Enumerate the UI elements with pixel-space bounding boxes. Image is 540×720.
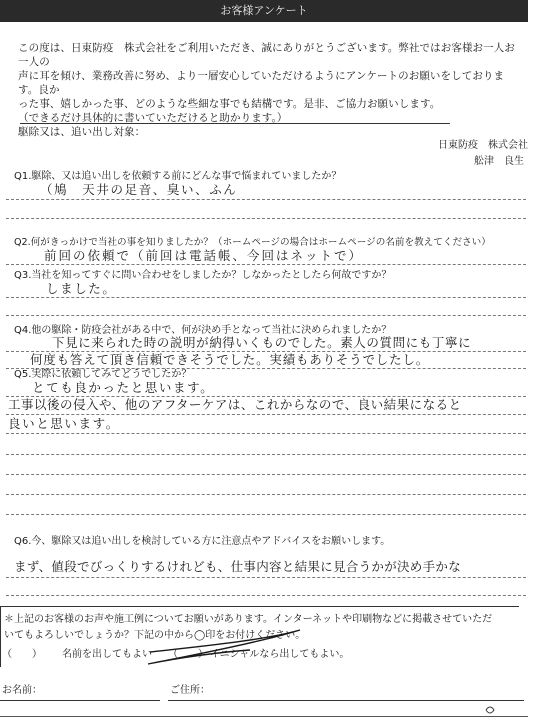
page-bottom-rule [0,716,528,717]
answer-line [6,264,526,265]
answer-line [6,514,526,515]
answer-4-line1: 下見に来られた時の説明が納得いくものでした。素人の質問にも丁寧に [52,335,472,350]
answer-6: まず、値段でびっくりするけれども、仕事内容と結果に見合うかが決め手かな [14,559,462,574]
address-field-line[interactable] [168,700,524,701]
answer-line [6,414,526,415]
question-4: Q4.他の駆除・防疫会社がある中で、何が決め手となって当社に決められましたか？ [14,325,392,336]
answer-line [6,297,526,298]
target-label: 駆除又は、追い出し対象： [18,126,146,138]
signer-name: 舩津 良生 [474,156,524,167]
intro-note: （できるだけ具体的に書いていただけると助かります。） [18,112,288,124]
form-title-bar [0,0,528,22]
answer-5-line3: 良いと思います。 [8,416,120,431]
intro-line: 声に耳を傾け、業務改善に努め、より一層安心していただけるようにアンケートのお願いをしております。良か [18,70,505,96]
target-underline [20,123,450,124]
answer-4-line2: 何度も答えて頂き信頼できそうでした。実績もありそうでしたし。 [30,352,430,367]
answer-line [6,595,526,596]
corner-mark [486,707,494,713]
answer-line [6,454,526,455]
company-signature: 日東防疫 株式会社 [438,140,528,151]
answer-line [6,199,526,200]
option-name-checkbox[interactable]: （ ） [2,649,42,660]
question-2: Q2.何がきっかけで当社の事を知りましたか？（ホームページの場合はホームページの名前を教えてください） [14,237,491,248]
name-label: お名前： [2,685,42,696]
option-initials-checkbox[interactable]: （ ） [168,649,208,660]
consent-request-line: いてもよろしいでしょうか？下記の中から◯印をお付けください。 [4,630,306,641]
question-3: Q3.当社を知ってすぐに問い合わせをしましたか？しなかったとしたら何故ですか？ [14,270,392,281]
intro-line: この度は、日東防疫 株式会社をご利用いただき、誠にありがとうございます。弊社ではお客様お一人お一人の [18,42,515,68]
option-initials-label: イニシャルなら出してもよい。 [210,649,350,660]
option-name-label: 名前を出してもよい [62,649,152,660]
answer-3: しました。 [46,281,117,296]
answer-line [6,494,526,495]
question-5: Q5.実際に依頼してみてどうでしたか？ [14,369,192,380]
answer-line [6,577,526,578]
question-6: Q6.今、駆除又は追い出しを検討している方に注意点やアドバイスをお願いします。 [14,536,391,547]
answer-1: （鳩 天井の足音、臭い、ふん [40,182,238,197]
intro-line: った事、嬉しかった事、どのような些細な事でも結構です。是非、ご協力お願いします。 [18,98,441,110]
answer-5-line2: 工事以後の侵入や、他のアフターケアは、これからなので、良い結果になると [8,397,462,412]
form-title: お客様アンケート [220,4,308,17]
answer-line [6,218,526,219]
consent-request-line: ＊上記のお客様のお声や施工例についてお願いがあります。インターネットや印刷物などに掲載させていただ [4,614,493,625]
intro-text [18,41,523,139]
question-1: Q1.駆除、又は追い出しを依頼する前にどんな事で悩まれていましたか？ [14,171,342,182]
address-label: ご住所： [170,685,210,696]
answer-line [6,315,526,316]
answer-line [6,474,526,475]
answer-2: 前回の依頼で（前回は電話帳、今回はネットで） [44,248,364,263]
answer-5-line1: とても良かったと思います。 [32,380,215,395]
answer-line [6,433,526,434]
name-field-line[interactable] [0,700,160,701]
